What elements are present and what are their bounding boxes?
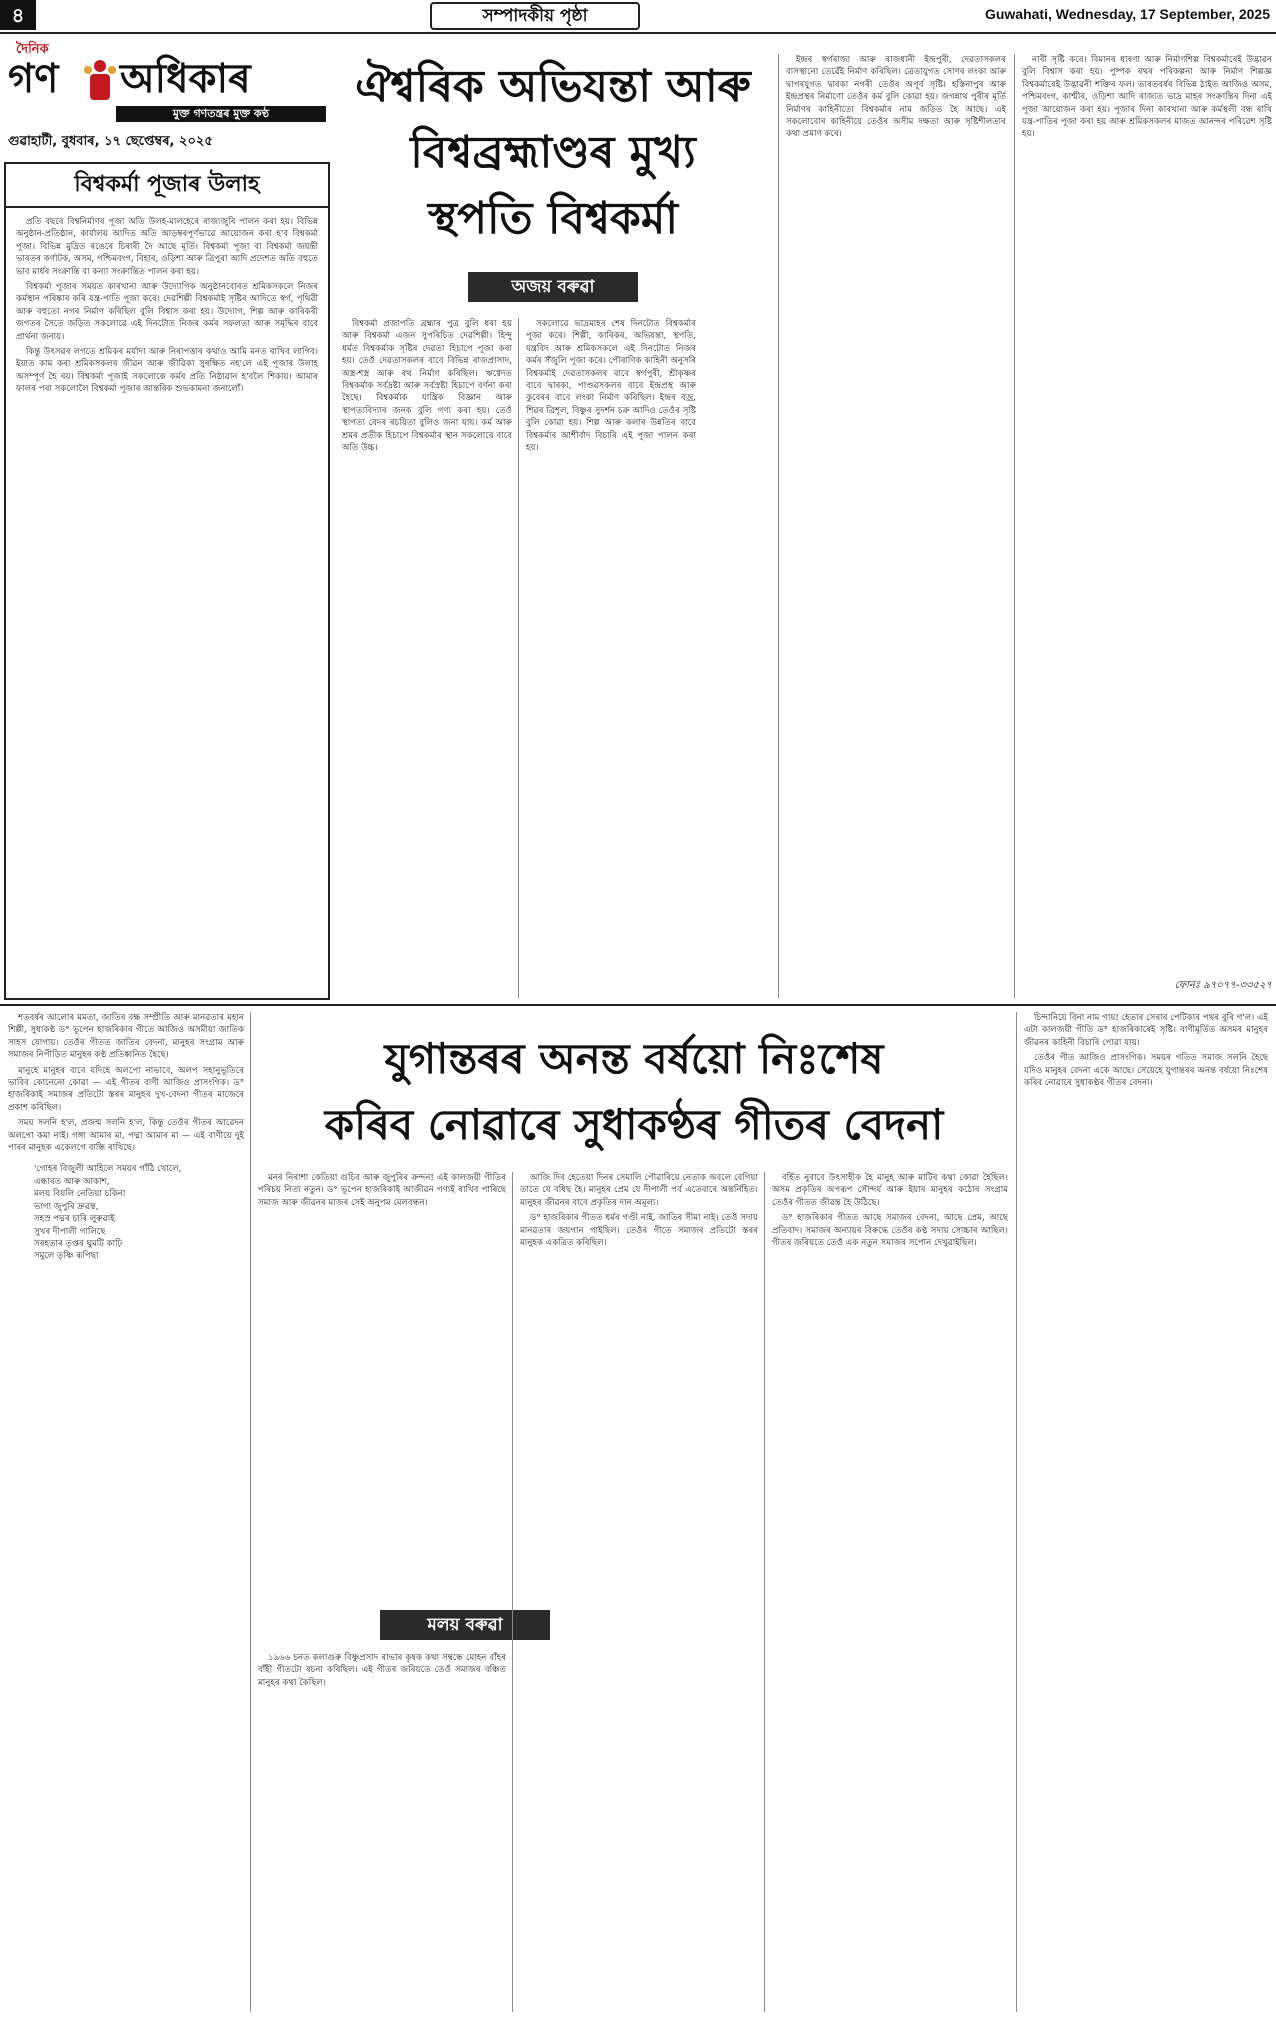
masthead-name-right: অধিকাৰ	[120, 56, 251, 102]
masthead-name-left: গণ	[8, 56, 59, 102]
feature2-paragraph: বৰ্হিত নুবাবে উৎসাহীক হৈ মানুহ আৰু মাটিৰ কথা কোৱা হৈছিল। অসম প্ৰকৃতিৰ অপৰূপ সৌন্দৰ্য আৰু ইয়াৰ মানুহৰ কঠোৰ সংগ্ৰাম তেওঁৰ গীতত জীৱন্ত হৈ উঠিছে।	[772, 1173, 1008, 1208]
masthead-tagline: মুক্ত গণতন্ত্ৰৰ মুক্ত কণ্ঠ	[116, 106, 326, 122]
page-number: ৪	[0, 0, 36, 30]
feature1-paragraph: ইন্দ্ৰৰ স্বৰ্গৰাজ্য আৰু ৰাজধানী ইন্দ্ৰপুৰী, দেৱতাসকলৰ বাসস্থানো তেৱেঁই নিৰ্মাণ কৰিছিল। ত্ৰেতাযুগত সোণৰ লংকা আৰু দ্বাপৰযুগত দ্বাৰকা নগৰী তেওঁৰ অপূৰ্ব সৃষ্টি। হস্তিনাপুৰ আৰু ইন্দ্ৰপ্ৰস্থৰ নিৰ্মাণো তেওঁৰ কৰ্ম বুলি কোৱা হয়। জগন্নাথ পুৰীৰ মূৰ্তি নিৰ্মাণৰ কাহিনীতো বিশ্বকৰ্মাৰ নাম জড়িত হৈ আছে। এই সকলোবোৰ কাহিনীয়ে তেওঁৰ অসীম দক্ষতা আৰু সৃষ্টিশীলতাৰ কথা প্ৰমাণ কৰে।	[786, 55, 1006, 140]
poem-line: সুখৰ দীপালী গালিছে	[34, 1226, 106, 1237]
feature2-paragraph: মানুহে মানুহৰ বাবে যদিহে অলপো নাভাবে, অলপ সহানুভূতিৰে ভাবিব কোনেনো কোৱা — এই গীতৰ বাণী আজিও প্ৰাসংগিক। ড° হাজৰিকাই সমাজৰ প্ৰতিটো স্তৰৰ মানুহৰ দুখ-বেদনা গীতৰ মাজেৰে প্ৰকাশ কৰিছিল।	[8, 1065, 244, 1113]
feature2-paragraph: আজি দিব হেতেয়া দিনৰ সেমালি পৌৱাৰিয়ে নেতাক অবলে বেগিয়া তাতে যে বধিছ হৈ। মানুহৰ প্ৰেম যে দীপালী পৰ্ব এতেবাৰে অন্তৰ্নিহিত। মানুহৰ জীৱনৰ বাবে প্ৰকৃতিৰ দান অমূল্য।	[520, 1173, 758, 1208]
section-label: সম্পাদকীয় পৃষ্ঠা	[430, 2, 640, 30]
editorial-title: বিশ্বকৰ্মা পূজাৰ উলাহ	[6, 168, 328, 208]
feature2-column	[258, 1172, 506, 1212]
feature2-column	[1024, 1012, 1268, 1092]
poem-line: সহস্ৰ পদ্মৰ চাৰি লুৰুৱাই	[34, 1214, 115, 1225]
masthead-logo-icon	[82, 58, 118, 102]
feature2-headline-line: যুগান্তৰৰ অনন্ত বৰ্ষয়ো নিঃশেষ	[384, 1034, 884, 1083]
editorial-paragraph: কিন্তু উৎসৱৰ লগতে শ্ৰমিকৰ মৰ্যাদা আৰু নিৰাপত্তাৰ কথাও আমি মনত ৰাখিব লাগিব। ইয়াত কাম কৰা শ্ৰমিকসকলৰ জীৱন আৰু জীৱিকা সুৰক্ষিত নহ'লে এই পূজাৰ উলাহ অসম্পূৰ্ণ হৈ ৰয়। বিশ্বকৰ্মা পূজাই সকলোকে কৰ্মৰ প্ৰতি নিষ্ঠাৱান হ'বলৈ শিকায়। আমাৰ ফালৰ পৰা সকলোলৈ বিশ্বকৰ্মা পূজাৰ আন্তৰিক শুভকামনা জনালোঁ।	[16, 347, 318, 395]
feature2-headline	[256, 1026, 1012, 1158]
feature1-column	[1022, 54, 1272, 144]
editorial-box	[4, 162, 330, 1000]
feature2-column	[520, 1172, 758, 1252]
feature1-contact: ফোনঃ ৯৭০৭৭-৩৩৫২৭	[1174, 980, 1272, 991]
feature1-paragraph: নাৰী সৃষ্টি কৰে। বিমানৰ ধাৰণা আৰু নিৰ্মাণশিল্প বিশ্বকৰ্মাৰেই উদ্ভাৱন বুলি বিশ্বাস কৰা হয়। পুষ্পক ৰথৰ পৰিকল্পনা আৰু নিৰ্মাণ শিল্পজ্ঞ বিশ্বকৰ্মাৰেই উদ্ভাৱনী শক্তিৰ ফল। ভাৰতবৰ্ষৰ বিভিন্ন ঠাইত আজিও অসম, পশ্চিমবংগ, কাশ্মীৰ, ওড়িশা আদি ৰাজ্যত ভাদ্ৰ মাহৰ সংক্ৰান্তিৰ দিনা এই পূজা আয়োজন কৰা হয়। পূজাৰ দিনা কাৰখানা আৰু কৰ্মস্থলী বন্ধ ৰাখি যন্ত্ৰ-পাতিৰ পূজা কৰা হয় আৰু শ্ৰমিকসকলৰ মাজত আনন্দৰ পৰিৱেশ সৃষ্টি হয়।	[1022, 55, 1272, 140]
dateline: Guwahati, Wednesday, 17 September, 2025	[984, 6, 1270, 22]
feature1-column	[342, 318, 512, 457]
feature2-paragraph: ড° হাজৰিকাৰ গীতত আছে সমাজৰ বেদনা, আছে প্ৰেম, আছে প্ৰতিবাদ। সমাজৰ অন্যায়ৰ বিৰুদ্ধে তেওঁৰ কণ্ঠ সদায় সোচ্চাৰ আছিল। গীতৰ জৰিয়তে তেওঁ এক নতুন সমাজৰ সপোন দেখুৱাইছিল।	[772, 1213, 1008, 1249]
feature2-article	[0, 1012, 1276, 2016]
poem-line: ভাগ্য জুপুৰি দ্ৰুৱন্ত,	[34, 1201, 99, 1212]
feature2-paragraph: সময় সলনি হ'ল, প্ৰজন্ম সলনি হ'ল, কিন্তু তেওঁৰ গীতৰ আৱেদন অলপো কমা নাই। গঙ্গা আমাৰ মা, পদ্মা আমাৰ মা — এই বাণীয়ে দুই পাৰৰ মানুহক একেলগে বান্ধি ৰাখিছে।	[8, 1118, 244, 1154]
masthead-prefix: দৈনিক	[16, 42, 49, 57]
masthead-date: গুৱাহাটী, বুধবাৰ, ১৭ ছেপ্তেম্বৰ, ২০২৫	[8, 134, 213, 149]
feature2-paragraph: তেওঁৰ গীত আজিও প্ৰাসংগিক। সময়ৰ গতিত সমাজ সলনি হৈছে যদিও মানুহৰ বেদনা একে আছে। সেয়েহে যুগান্তৰৰ অনন্ত বৰ্ষয়ো নিঃশেষ কৰিব নোৱাৰে সুধাকণ্ঠৰ গীতৰ বেদনা।	[1024, 1053, 1268, 1089]
poem-line: 'গোহৰ বিজুলী আহিলে সময়ৰ গাঁঠি খোলে,	[34, 1164, 182, 1175]
page-header	[0, 0, 1276, 34]
feature2-paragraph: ড° হাজৰিকাৰ গীতত ধৰ্মৰ গণ্ডী নাই, জাতিৰ সীমা নাই। তেওঁ সদায় মানৱতাৰ জয়গান গাইছিল। তেওঁৰ গীতে সমাজৰ প্ৰতিটো স্তৰৰ মানুহক একত্ৰিত কৰিছিল।	[520, 1213, 758, 1249]
feature1-headline	[338, 54, 768, 252]
poem-line: সৰহতাৰ তৃপ্তৰ ঘুমটি কাঢ়ি	[34, 1238, 123, 1249]
feature2-paragraph: ১৯৬৬ চনত কলাগুৰু বিষ্ণুপ্ৰসাদ ৰাভাৰ কৃষক কথা সম্বন্ধে মোহন বাঁহৰ বাঁহী গীতটো ৰচনা কৰিছিল। এই গীতৰ জৰিয়তে তেওঁ সমাজৰ বঞ্চিত মানুহৰ কথা কৈছিল।	[258, 1653, 506, 1688]
feature2-paragraph: মনৰ নিৰাশা কেতিয়া গুচিব আৰু জুপুৰিৰ ক্ৰন্দন! এই কালজয়ী গীতিৰ পৰিচয় নিত্য নতুন। ড° ভূপেন হাজৰিকাই আজীৱন গণ্যই ৰাখিব পাৰিছে সমাজ আৰু জীৱনৰ মাজৰ সেই অনুপম মেলবন্ধন।	[258, 1173, 506, 1208]
feature2-column	[772, 1172, 1008, 1252]
feature2-headline-line: কৰিব নোৱাৰে সুধাকণ্ঠৰ গীতৰ বেদনা	[324, 1100, 944, 1149]
feature2-paragraph: চিন্দানিয়ে বিনা নাম গায়! হেতাৰ সেৰাৰ পেটিকাৰ পথৰ বুৰি গ'ল। এই এটা কালজয়ী গীতি ড° হাজৰিকাৰেই সৃষ্টি। বাণীমূৰ্তিত অসমৰ মানুহৰ জীৱনৰ কাহিনী বিচাৰি পোৱা যায়।	[1024, 1013, 1268, 1048]
feature1-column	[526, 318, 696, 457]
feature1-byline: অজয় বৰুৱা	[468, 272, 638, 302]
poem-line: সমুলে তৃষ্ণি ৰূপিছা	[34, 1251, 99, 1262]
feature2-paragraph: শতবৰ্ষৰ আলোৰ মমতা, জাতিৰ বক্ষ সম্প্ৰীতি আৰু মানৱতাৰ মহান শিল্পী, সুধাকণ্ঠ ড° ভূপেন হাজৰিকাৰ গীতে আজিও অসমীয়া জাতিক সাহস যোগায়। তেওঁৰ গীতত জাতিৰ বেদনা, মানুহৰ সংগ্ৰাম আৰু সমাজৰ নিপীড়িত মানুহৰ কণ্ঠ প্ৰতিধ্বনিত হৈছে।	[8, 1013, 244, 1061]
editorial-paragraph: প্ৰতি বছৰে বিশ্বনিৰ্মাণৰ পূজা অতি উলহ-মালহেৰে ৰাজ্যজুৰি পালন কৰা হয়। বিভিন্ন অনুষ্ঠান-প্ৰতিষ্ঠান, কাৰ্যালয় আদিত অতি আড়ম্বৰপূৰ্ণভাৱে আয়োজন কৰা হ'ব বিশ্বকৰ্মা পূজা। বিভিন্ন মুদ্ৰিত ৰঙেৰে চিৰাৰী দৈ আছে মূৰ্তি। বিশ্বকৰ্মা পূজা বা বিশ্বকৰ্মা জয়ন্তী ভাৰতৰ কৰ্ণাটক, অসম, পশ্চিমবংগ, বিহাৰ, ওড়িশা আৰু ত্ৰিপুৰা আদি প্ৰদেশত অতি বহুতে ভাব মাৰ্ধৰ সংক্ৰান্তি বা কন্যা সংক্ৰান্তিত পালন কৰা হয়।	[16, 217, 318, 277]
editorial-body	[16, 216, 318, 399]
section-divider	[0, 1004, 1276, 1006]
feature1-article	[338, 40, 1276, 1000]
feature2-byline: মলয় বৰুৱা	[380, 1610, 550, 1640]
feature1-paragraph: বিশ্বকৰ্মা প্ৰজাপতি ব্ৰহ্মাৰ পুত্ৰ বুলি ধৰা হয় আৰু বিশ্বকৰ্মা এজন সুপৰিচিত দেৱশিল্পী। হিন্দু ধৰ্মত বিশ্বকৰ্মাক সৃষ্টিৰ দেৱতা হিচাপে পূজা কৰা হয়। তেওঁ দেৱতাসকলৰ বাবে বিভিন্ন ৰাজপ্ৰাসাদ, অস্ত্ৰ-শস্ত্ৰ আৰু ৰথ নিৰ্মাণ কৰিছিল। ঋগ্বেদত বিশ্বকৰ্মাক সৰ্বদ্ৰষ্টা আৰু সৰ্বস্ৰষ্টা হিচাপে বৰ্ণনা কৰা হৈছে। বিশ্বকৰ্মাক যান্ত্ৰিক বিজ্ঞান আৰু স্থাপত্যবিদ্যাৰ জনক বুলি গণ্য কৰা হয়। তেওঁ স্থাপত্য বেদৰ ৰচয়িতা বুলিও জনা যায়। কৰ্ম আৰু শ্ৰমৰ প্ৰতীক হিচাপে বিশ্বকৰ্মাৰ স্থান সকলোৰে বাবে অতি উচ্চ।	[342, 319, 512, 454]
feature1-headline-line: স্থপতি বিশ্বকৰ্মা	[427, 193, 679, 244]
feature1-paragraph: সকলোৱে ভাদ্ৰমাহৰ শেষ দিনটোত বিশ্বকৰ্মাৰ পূজা কৰে। শিল্পী, কাৰিকৰ, অভিযন্তা, স্থপতি, যন্ত্ৰবিদ আৰু শ্ৰমিকসকলে এই দিনটোত নিজৰ কৰ্মৰ সঁজুলি পূজা কৰে। পৌৰাণিক কাহিনী অনুসৰি বিশ্বকৰ্মাই দেৱতাসকলৰ বাবে স্বৰ্গপুৰী, শ্ৰীকৃষ্ণৰ বাবে দ্বাৰকা, পাণ্ডৱসকলৰ বাবে ইন্দ্ৰপ্ৰস্থ আৰু কুবেৰৰ বাবে লংকা নিৰ্মাণ কৰিছিল। ইন্দ্ৰৰ বজ্ৰ, শিৱৰ ত্ৰিশূল, বিষ্ণুৰ সুদৰ্শন চক্ৰ আদিও তেওঁৰ সৃষ্টি বুলি কোৱা হয়। শিল্প আৰু কলাৰ উন্নতিৰ বাবে বিশ্বকৰ্মাৰ আশীৰ্বাদ বিচাৰি এই পূজা পালন কৰা হয়।	[526, 319, 696, 454]
poem-line: এন্ধাৰত আৰু আকাশ,	[34, 1176, 110, 1187]
feature1-headline-line: ঐশ্বৰিক অভিযন্তা আৰু	[355, 61, 751, 112]
editorial-paragraph: বিশ্বকৰ্মা পূজাৰ সময়ত কাৰখানা আৰু উদ্যোগিক অনুষ্ঠানবোৰত শ্ৰমিকসকলে নিজৰ কৰ্মস্থান পৰিষ্কাৰ কৰি যন্ত্ৰ-পাতি পূজা কৰে। দেৱশিল্পী বিশ্বকৰ্মাই সৃষ্টিৰ আদিতে স্বৰ্গ, পৃথিৱী আৰু বহুতো নগৰ নিৰ্মাণ কৰিছিল বুলি বিশ্বাস কৰা হয়। উদ্যোগ, শিল্প আৰু কাৰিকৰী জগতৰ সৈতে জড়িত সকলোৱে এই দিনটোত নিজৰ কৰ্মৰ সফলতা আৰু সমৃদ্ধিৰ বাবে প্ৰাৰ্থনা জনায়।	[16, 282, 318, 342]
feature2-column	[258, 1652, 506, 1692]
feature2-column	[8, 1012, 244, 1263]
feature1-column	[786, 54, 1006, 144]
feature1-headline-line: বিশ্বব্ৰহ্মাণ্ডৰ মুখ্য	[410, 127, 696, 178]
masthead	[8, 40, 328, 160]
poem-line: মলয় বিয়লি নেতিয়া চকিনা	[34, 1189, 126, 1200]
